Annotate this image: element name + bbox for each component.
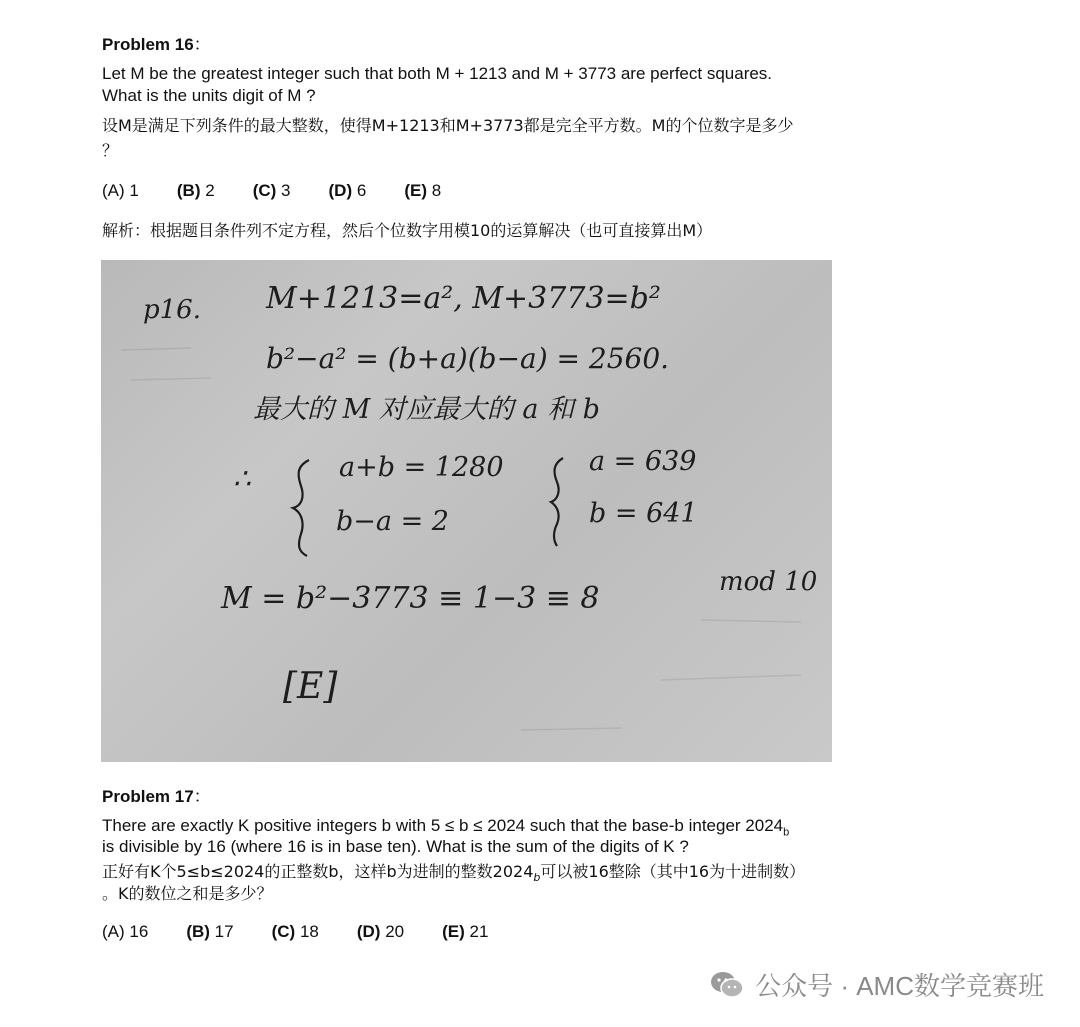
choice-value: 16 [129, 922, 149, 941]
hw-label: p16. [143, 295, 201, 325]
choice-letter: (C) [252, 181, 277, 200]
choice-letter: (B) [186, 922, 210, 941]
choice-letter: (D) [328, 181, 353, 200]
problem-16-choices [102, 181, 479, 201]
problem-16-text-cn-2: ？ [102, 141, 119, 160]
hw-line-2: b²−a² = (b+a)(b−a) = 2560. [266, 342, 670, 375]
heading-colon: ： [193, 787, 211, 806]
watermark [709, 966, 1044, 1003]
choice-b [177, 181, 215, 201]
problem-17-text-cn-2: 。K的数位之和是多少？ [102, 884, 273, 903]
hw-sys2-a: a = 639 [589, 446, 697, 477]
choice-d [357, 922, 404, 942]
hw-answer: [E] [283, 666, 338, 707]
hw-therefore: ∴ [233, 462, 251, 495]
heading-colon: ： [193, 35, 211, 54]
choice-letter: (B) [176, 181, 201, 200]
problem-17-label: Problem 17 [102, 787, 194, 806]
choice-a [102, 922, 148, 942]
choice-letter: (A) [102, 922, 125, 941]
hw-sys1-b: b−a = 2 [336, 506, 449, 537]
choice-letter: (E) [404, 181, 427, 200]
hw-sys1-a: a+b = 1280 [339, 452, 504, 483]
problem-16-label: Problem 16 [102, 35, 194, 54]
problem-16-text-en-2: What is the units digit of M ? [102, 86, 316, 105]
problem-17-heading [102, 786, 211, 808]
problem-16-analysis: 解析：根据题目条件列不定方程，然后个位数字用模10的运算解决（也可直接算出M） [102, 221, 713, 240]
choice-a [102, 181, 139, 201]
problem-17-choices [102, 922, 526, 942]
choice-letter: (D) [356, 922, 381, 941]
hw-mod-label: mod 10 [719, 567, 818, 597]
watermark-text: 公众号 · AMC数学竞赛班 [755, 971, 1044, 1001]
cn-line-1-text: 正好有K个5≤b≤2024的正整数b，这样b为进制的整数2024 [102, 862, 534, 881]
choice-b [186, 922, 233, 942]
hw-line-mod: M = b²−3773 ≡ 1−3 ≡ 8 [221, 581, 600, 616]
cn-line-1-tail: 可以被16整除（其中16为十进制数） [540, 862, 806, 881]
choice-d [329, 181, 367, 201]
choice-value: 1 [129, 181, 139, 200]
hw-line-3: 最大的 M 对应最大的 a 和 b [253, 394, 600, 425]
choice-value: 2 [205, 181, 215, 200]
choice-e [404, 181, 441, 201]
choice-c [253, 181, 291, 201]
problem-16-heading [102, 34, 211, 56]
handwriting-canvas [101, 260, 832, 762]
problem-16-text-cn-1: 设M是满足下列条件的最大整数，使得M+1213和M+3773都是完全平方数。M的个位数字是多少 [102, 116, 794, 135]
en-line-1-text: There are exactly K positive integers b with 5 ≤ b ≤ 2024 such that the base-b integer 2024 [102, 816, 784, 835]
choice-letter: (C) [271, 922, 296, 941]
handwritten-solution-photo [101, 260, 832, 762]
base-subscript: b [533, 871, 541, 885]
hw-brace-right [551, 458, 563, 546]
base-subscript: b [783, 826, 790, 839]
choice-letter: (A) [102, 181, 125, 200]
choice-value: 8 [431, 181, 442, 200]
problem-17-text-en-2: is divisible by 16 (where 16 is in base ten). What is the sum of the digits of K ? [102, 837, 689, 856]
choice-e [442, 922, 488, 942]
choice-c [272, 922, 319, 942]
hw-sys2-b: b = 641 [589, 498, 698, 529]
wechat-icon [709, 970, 745, 1000]
choice-value: 3 [281, 181, 291, 200]
problem-16-text-en-1: Let M be the greatest integer such that both M + 1213 and M + 3773 are perfect squares. [102, 64, 773, 83]
choice-value: 20 [385, 922, 405, 941]
hw-brace-left [293, 460, 309, 556]
choice-value: 21 [469, 922, 489, 941]
hw-line-1: M+1213=a², M+3773=b² [266, 281, 661, 316]
choice-value: 6 [356, 181, 367, 200]
choice-value: 17 [214, 922, 234, 941]
choice-letter: (E) [442, 922, 465, 941]
choice-value: 18 [299, 922, 319, 941]
